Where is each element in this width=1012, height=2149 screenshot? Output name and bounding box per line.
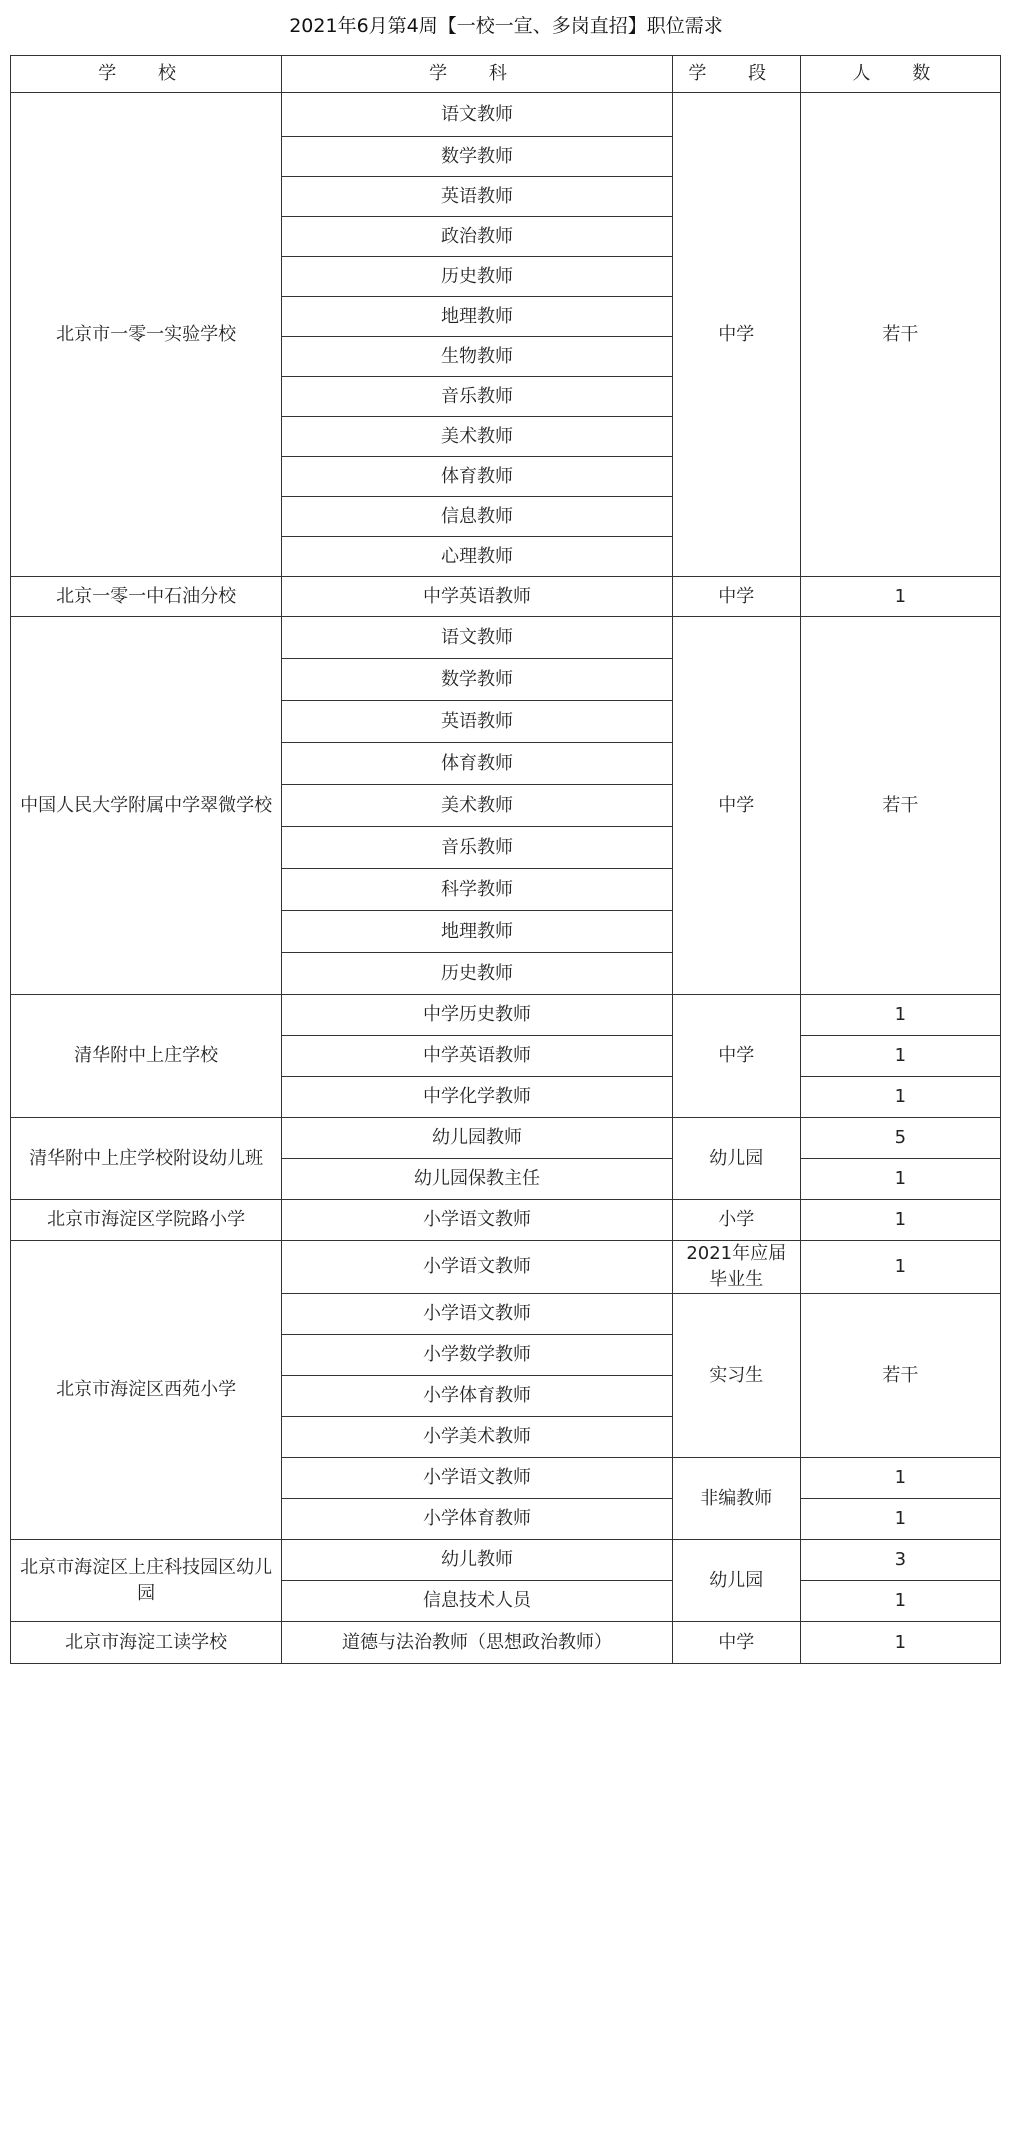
subject-cell: 数学教师	[282, 137, 672, 177]
count-cell: 1	[800, 995, 1000, 1036]
stage-cell: 实习生	[672, 1294, 800, 1458]
subject-cell: 英语教师	[282, 177, 672, 217]
subject-cell: 小学语文教师	[282, 1294, 672, 1335]
subject-cell: 小学语文教师	[282, 1200, 672, 1241]
subject-cell: 数学教师	[282, 659, 672, 701]
subject-cell: 道德与法治教师（思想政治教师）	[282, 1622, 672, 1664]
count-cell: 若干	[800, 617, 1000, 995]
stage-cell: 中学	[672, 93, 800, 577]
count-cell: 1	[800, 1458, 1000, 1499]
subject-cell: 信息技术人员	[282, 1581, 672, 1622]
count-cell: 1	[800, 1581, 1000, 1622]
page-title: 2021年6月第4周【一校一宣、多岗直招】职位需求	[289, 15, 723, 37]
header-count: 人 数	[800, 56, 1000, 93]
subject-cell: 小学数学教师	[282, 1335, 672, 1376]
subject-cell: 语文教师	[282, 617, 672, 659]
subject-cell: 科学教师	[282, 869, 672, 911]
count-cell: 1	[800, 1622, 1000, 1664]
table-header-row	[11, 56, 1001, 93]
stage-cell: 幼儿园	[672, 1540, 800, 1622]
table-row	[11, 1241, 1001, 1294]
subject-cell: 小学美术教师	[282, 1417, 672, 1458]
subject-cell: 中学英语教师	[282, 1036, 672, 1077]
count-cell: 1	[800, 1200, 1000, 1241]
subject-cell: 地理教师	[282, 911, 672, 953]
count-cell: 若干	[800, 93, 1000, 577]
count-cell: 1	[800, 1036, 1000, 1077]
subject-cell: 小学语文教师	[282, 1458, 672, 1499]
school-name: 北京市海淀区学院路小学	[11, 1200, 282, 1241]
table-row	[11, 1200, 1001, 1241]
subject-cell: 小学体育教师	[282, 1499, 672, 1540]
count-cell: 1	[800, 1159, 1000, 1200]
subject-cell: 历史教师	[282, 257, 672, 297]
stage-cell: 小学	[672, 1200, 800, 1241]
subject-cell: 中学历史教师	[282, 995, 672, 1036]
count-cell: 1	[800, 1499, 1000, 1540]
stage-cell: 2021年应届毕业生	[672, 1241, 800, 1294]
subject-cell: 心理教师	[282, 537, 672, 577]
subject-cell: 政治教师	[282, 217, 672, 257]
subject-cell: 中学英语教师	[282, 577, 672, 617]
school-name: 北京市海淀区上庄科技园区幼儿园	[11, 1540, 282, 1622]
count-cell: 1	[800, 1241, 1000, 1294]
subject-cell: 英语教师	[282, 701, 672, 743]
school-name: 清华附中上庄学校附设幼儿班	[11, 1118, 282, 1200]
stage-cell: 非编教师	[672, 1458, 800, 1540]
stage-cell: 中学	[672, 995, 800, 1118]
subject-cell: 中学化学教师	[282, 1077, 672, 1118]
header-stage: 学 段	[672, 56, 800, 93]
table-row	[11, 577, 1001, 617]
subject-cell: 体育教师	[282, 743, 672, 785]
subject-cell: 音乐教师	[282, 827, 672, 869]
subject-cell: 幼儿园保教主任	[282, 1159, 672, 1200]
subject-cell: 小学语文教师	[282, 1241, 672, 1294]
stage-cell: 幼儿园	[672, 1118, 800, 1200]
subject-cell: 体育教师	[282, 457, 672, 497]
count-cell: 1	[800, 1077, 1000, 1118]
subject-cell: 幼儿园教师	[282, 1118, 672, 1159]
school-name: 北京市海淀工读学校	[11, 1622, 282, 1664]
count-cell: 1	[800, 577, 1000, 617]
table-row	[11, 617, 1001, 659]
stage-cell: 中学	[672, 1622, 800, 1664]
subject-cell: 地理教师	[282, 297, 672, 337]
subject-cell: 音乐教师	[282, 377, 672, 417]
subject-cell: 美术教师	[282, 785, 672, 827]
table-row	[11, 1118, 1001, 1159]
job-requirements-table	[10, 55, 1001, 1664]
subject-cell: 幼儿教师	[282, 1540, 672, 1581]
count-cell: 5	[800, 1118, 1000, 1159]
school-name: 北京一零一中石油分校	[11, 577, 282, 617]
subject-cell: 美术教师	[282, 417, 672, 457]
count-cell: 若干	[800, 1294, 1000, 1458]
subject-cell: 历史教师	[282, 953, 672, 995]
subject-cell: 生物教师	[282, 337, 672, 377]
subject-cell: 信息教师	[282, 497, 672, 537]
table-row	[11, 93, 1001, 137]
school-name: 北京市一零一实验学校	[11, 93, 282, 577]
stage-cell: 中学	[672, 577, 800, 617]
school-name: 中国人民大学附属中学翠微学校	[11, 617, 282, 995]
subject-cell: 语文教师	[282, 93, 672, 137]
stage-cell: 中学	[672, 617, 800, 995]
table-row	[11, 1540, 1001, 1581]
table-row	[11, 1622, 1001, 1664]
count-cell: 3	[800, 1540, 1000, 1581]
school-name: 清华附中上庄学校	[11, 995, 282, 1118]
table-row	[11, 995, 1001, 1036]
school-name: 北京市海淀区西苑小学	[11, 1241, 282, 1540]
subject-cell: 小学体育教师	[282, 1376, 672, 1417]
header-subject: 学 科	[282, 56, 672, 93]
header-school: 学 校	[11, 56, 282, 93]
